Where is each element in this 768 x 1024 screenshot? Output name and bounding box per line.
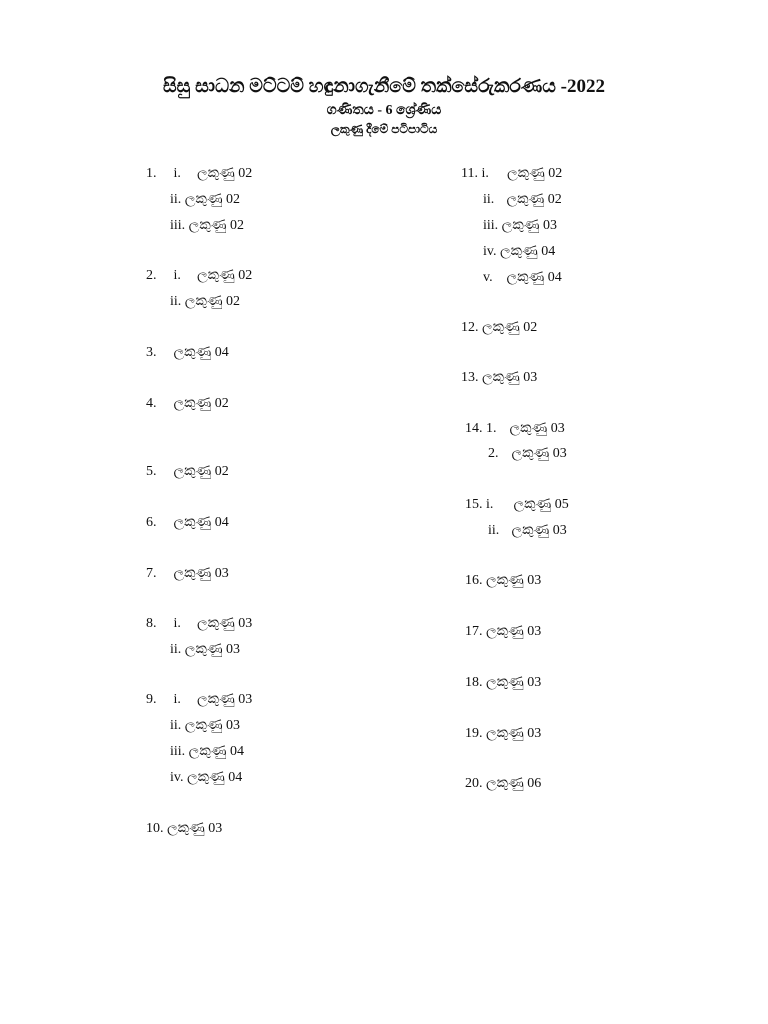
question-number: 1. — [146, 166, 157, 181]
scheme-heading: ලකුණු දීමේ පටිපාටිය — [330, 122, 438, 136]
question-number: 2. — [146, 268, 157, 283]
marks: ලකුණු 03 — [486, 624, 542, 639]
marks: ලකුණු 02 — [184, 294, 241, 309]
answer-line — [465, 420, 565, 438]
answer-line — [465, 496, 569, 514]
answer-line — [461, 319, 537, 337]
marks: ලකුණු 04 — [173, 515, 229, 530]
answer-line — [146, 267, 252, 285]
question-number: 9. — [146, 692, 157, 707]
answer-line — [465, 725, 541, 743]
question-number: 10. — [146, 821, 164, 836]
subject-grade: ගණිතය - 6 ශ්‍රේණිය — [326, 103, 442, 118]
answer-line — [146, 691, 252, 709]
sub-part: i. — [173, 692, 181, 707]
marks: ලකුණු 04 — [506, 270, 562, 285]
document-title: සිසු සාධන මට්ටම් හඳුනාගැනීමේ තක්සේරුකරණය -2022 — [163, 76, 605, 97]
marks: ලකුණු 03 — [511, 446, 567, 461]
marks: ලකුණු 04 — [188, 744, 244, 759]
question-number: 6. — [146, 515, 157, 530]
marks: ලකුණු 03 — [486, 573, 542, 588]
marks: ලකුණු 04 — [499, 244, 556, 259]
marks: ලකුණු 03 — [509, 421, 565, 436]
answer-line — [146, 514, 229, 532]
answer-line — [146, 463, 229, 481]
answer-line — [488, 522, 567, 540]
question-number: 12. — [461, 320, 479, 335]
marks: ලකුණු 04 — [186, 770, 243, 785]
marks: ලකුණු 03 — [173, 566, 229, 581]
marks: ලකුණු 02 — [184, 192, 241, 207]
marks: ලකුණු 03 — [184, 718, 241, 733]
marks: ලකුණු 03 — [486, 726, 542, 741]
question-number: 20. — [465, 776, 483, 791]
marks: ලකුණු 02 — [482, 320, 538, 335]
marks: ලකුණු 03 — [167, 821, 223, 836]
sub-part: 1. — [486, 421, 497, 436]
answer-line — [483, 217, 557, 235]
marks: ලකුණු 02 — [506, 192, 562, 207]
sub-part: ii. — [170, 642, 182, 657]
answer-line — [146, 165, 252, 183]
answer-line — [170, 641, 240, 659]
marks: ලකුණු 02 — [173, 464, 229, 479]
answer-line — [465, 623, 541, 641]
sub-part: i. — [173, 616, 181, 631]
marks: ලකුණු 03 — [486, 675, 542, 690]
sub-part: ii. — [170, 192, 182, 207]
question-number: 5. — [146, 464, 157, 479]
question-number: 18. — [465, 675, 483, 690]
marks: ලකුණු 03 — [482, 370, 538, 385]
marks: ලකුණු 03 — [501, 218, 557, 233]
sub-part: iii. — [483, 218, 499, 233]
answer-line — [170, 191, 240, 209]
question-number: 3. — [146, 345, 157, 360]
sub-part: i. — [481, 166, 489, 181]
marks: ලකුණු 03 — [197, 692, 253, 707]
answer-line — [146, 395, 229, 413]
sub-part: ii. — [170, 718, 182, 733]
question-number: 8. — [146, 616, 157, 631]
marks: ලකුණු 02 — [506, 166, 563, 181]
marks: ලකුණු 03 — [511, 523, 567, 538]
answer-line — [488, 445, 567, 463]
answer-line — [465, 572, 541, 590]
question-number: 4. — [146, 396, 157, 411]
question-number: 14. — [465, 421, 483, 436]
answer-line — [483, 269, 562, 287]
marks: ලකුණු 05 — [513, 497, 569, 512]
answer-line — [483, 191, 562, 209]
marks: ලකුණු 02 — [173, 396, 229, 411]
sub-part: iii. — [170, 218, 186, 233]
answer-line — [461, 369, 537, 387]
sub-part: i. — [173, 166, 181, 181]
answer-line — [465, 674, 541, 692]
answer-line — [170, 717, 240, 735]
answer-line — [465, 775, 541, 793]
answer-line — [146, 565, 229, 583]
answer-line — [170, 769, 242, 787]
sub-part: iii. — [170, 744, 186, 759]
question-number: 19. — [465, 726, 483, 741]
answer-line — [146, 615, 252, 633]
answer-line — [146, 344, 229, 362]
marks: ලකුණු 03 — [197, 616, 253, 631]
question-number: 15. — [465, 497, 483, 512]
answer-line — [170, 743, 244, 761]
marks: ලකුණු 06 — [486, 776, 542, 791]
answer-line — [170, 293, 240, 311]
sub-part: v. — [483, 270, 493, 285]
question-number: 17. — [465, 624, 483, 639]
marks: ලකුණු 02 — [197, 268, 253, 283]
question-number: 11. — [461, 166, 478, 181]
sub-part: iv. — [170, 770, 184, 785]
sub-part: i. — [173, 268, 181, 283]
sub-part: i. — [486, 497, 494, 512]
answer-line — [461, 165, 562, 183]
answer-line — [170, 217, 244, 235]
marks: ලකුණු 03 — [184, 642, 241, 657]
answer-line — [483, 243, 555, 261]
answer-line — [146, 820, 222, 838]
marks: ලකුණු 02 — [188, 218, 244, 233]
sub-part: ii. — [483, 192, 495, 207]
question-number: 7. — [146, 566, 157, 581]
sub-part: ii. — [488, 523, 500, 538]
marks: ලකුණු 04 — [173, 345, 229, 360]
question-number: 13. — [461, 370, 479, 385]
marks: ලකුණු 02 — [197, 166, 253, 181]
sub-part: 2. — [488, 446, 499, 461]
sub-part: ii. — [170, 294, 182, 309]
sub-part: iv. — [483, 244, 497, 259]
question-number: 16. — [465, 573, 483, 588]
